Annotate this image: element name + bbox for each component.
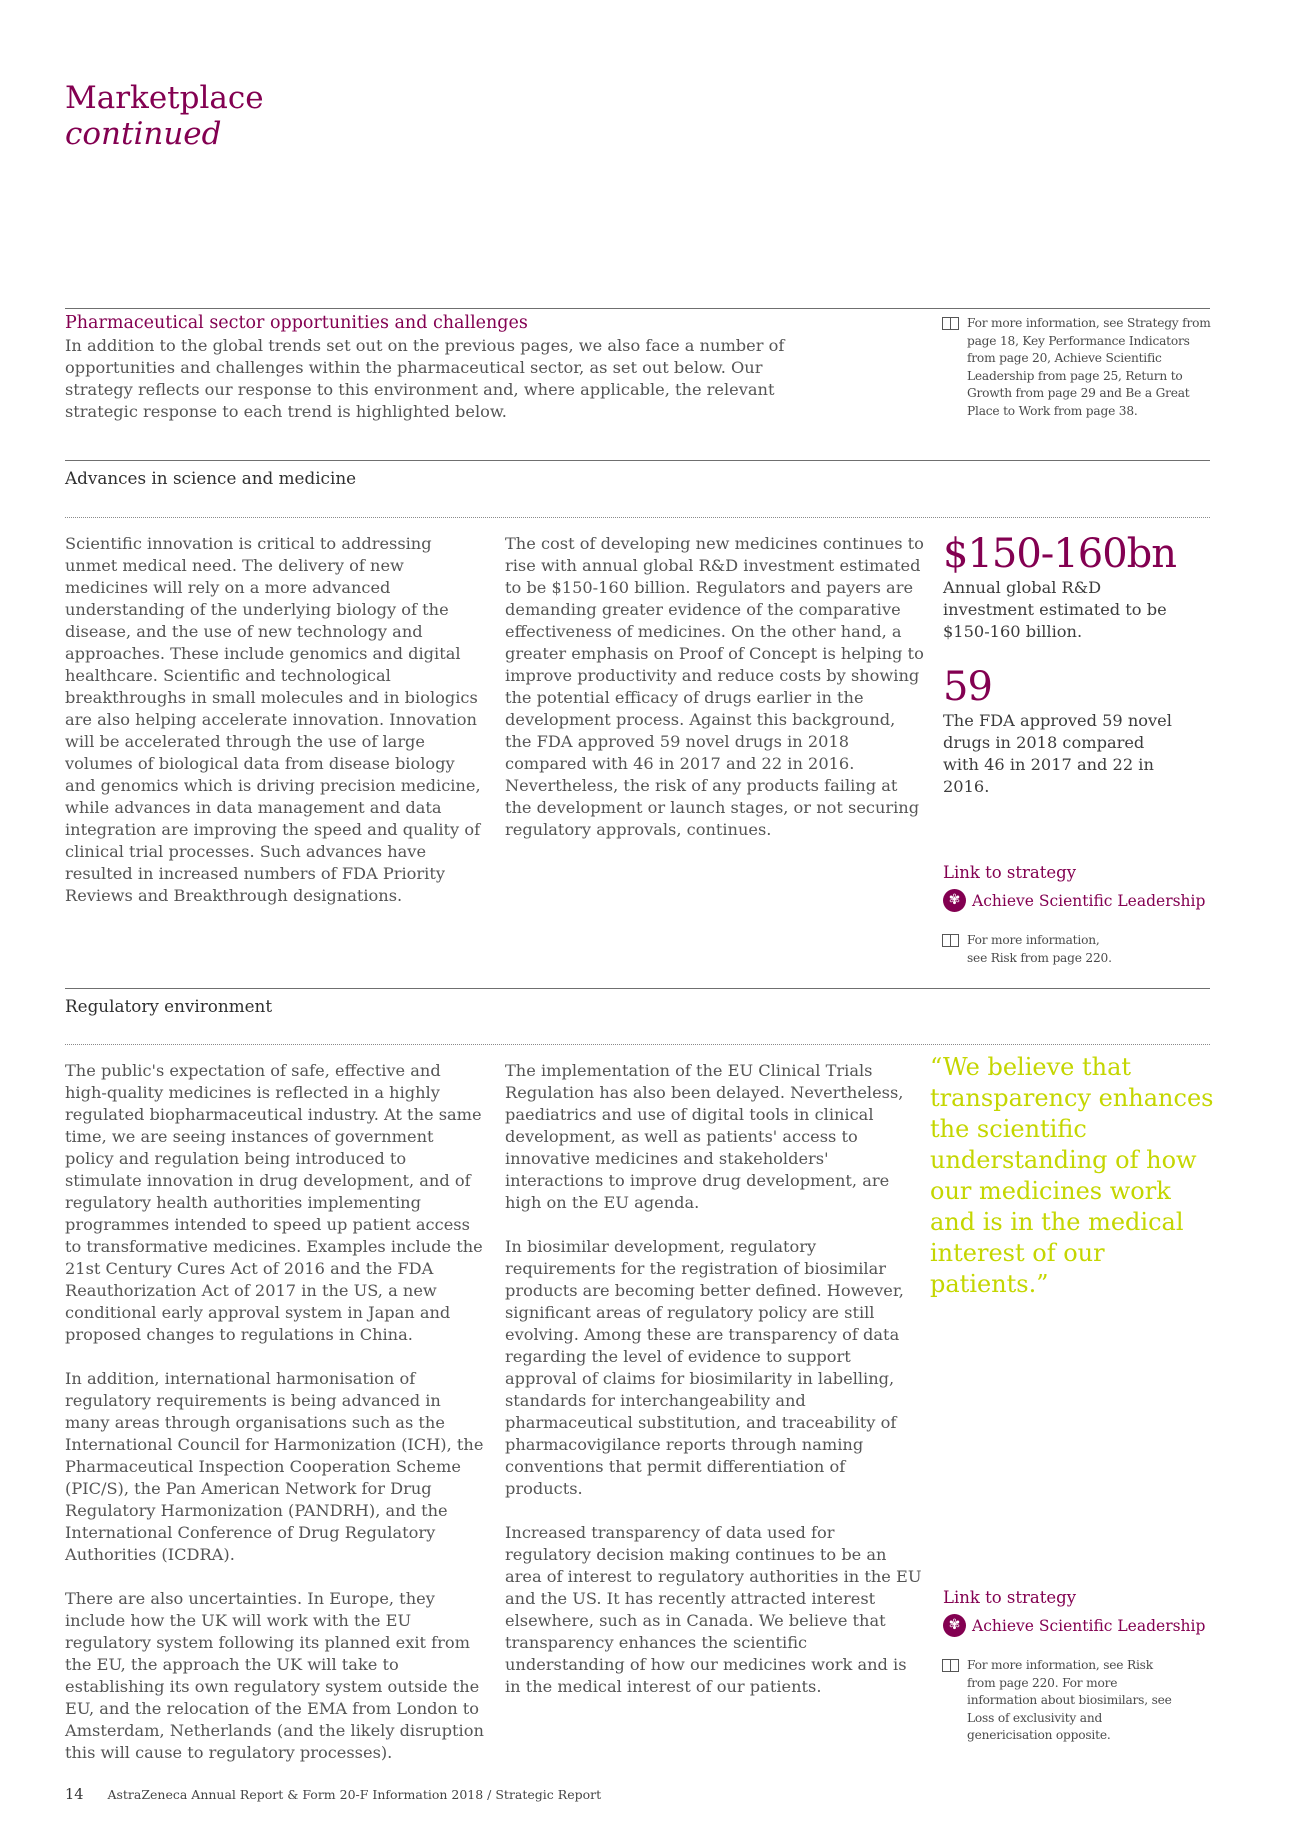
- page-title: [65, 80, 264, 152]
- book-icon: [942, 934, 959, 947]
- paragraph: Scientific innovation is critical to addressing unmet medical need. The delivery of new medicines will rely on a more advanced understanding of the underlying biology of the disease, and the use of new technology and approaches. These include genomics and digital healthcare. Scientific and technological breakthroughs in small molecules and in biologics are also helping accelerate innovation. Innovation will be accelerated through the use of large volumes of biological data from disease biology and genomics which is driving precision medicine, while advances in data management and data integration are improving the speed and quality of clinical trial processes. Such advances have resulted in increased numbers of FDA Priority Reviews and Breakthrough designations.: [65, 534, 481, 905]
- intro-more-info-note: [942, 315, 1212, 420]
- regulatory-heading: Regulatory environment: [65, 996, 273, 1016]
- paragraph: In addition, international harmonisation of regulatory requirements is being advanced in many areas through organisations such as the International Council for Harmonization (ICH), the Pharmaceutical Inspection Cooperation Scheme (PIC/S), the Pan American Network for Drug Regulatory Harmonization (PANDRH), and the International Conference of Drug Regulatory Authorities (ICDRA).: [65, 1369, 484, 1564]
- paragraph: In biosimilar development, regulatory requirements for the registration of biosimilar products are becoming better defined. However, significant areas of regulatory policy are still evolving. Among these are transparency of data regarding the level of evidence to support approval of claims for biosimilarity in labelling, standards for interchangeability and pharmaceutical substitution, and traceability of pharmacovigilance reports through naming conventions that permit differentiation of products.: [505, 1237, 904, 1498]
- flower-icon: ✾: [943, 889, 966, 912]
- paragraph: The implementation of the EU Clinical Trials Regulation has also been delayed. Nevertheless, paediatrics and use of digital tools in clinical development, as well as patients' access to innovative medicines and stakeholders' interactions to improve drug development, are high on the EU agenda.: [505, 1061, 904, 1212]
- dotted-divider: [65, 517, 1210, 518]
- stat-fda-approvals-value: 59: [943, 664, 992, 710]
- pull-quote: “We believe that transparency enhances the scientific understanding of how our medicines work and is in the medical interest of our patients.”: [930, 1053, 1214, 1298]
- science-column-2: [505, 533, 925, 841]
- paragraph: The public's expectation of safe, effective and high-quality medicines is reflected in a highly regulated biopharmaceutical industry. At the same time, we are seeing instances of government policy and regulation being introduced to stimulate innovation in drug development, and of regulatory health authorities implementing programmes intended to speed up patient access to transformative medicines. Examples include the 21st Century Cures Act of 2016 and the FDA Reauthorization Act of 2017 in the US, a new conditional early approval system in Japan and proposed changes to regulations in China.: [65, 1061, 483, 1344]
- regulatory-more-info-text: For more information, see Risk from page 220. For more information about biosimilars, see Loss of exclusivity and genericisation opposite.: [967, 1658, 1172, 1742]
- regulatory-column-2: [505, 1060, 925, 1698]
- book-icon: [942, 1659, 959, 1672]
- strategy-link-label: Achieve Scientific Leadership: [972, 1616, 1206, 1635]
- intro-more-info-text: For more information, see Strategy from page 18, Key Performance Indicators from page 20, Achieve Scientific Leadership from page 25, Return to Growth from page 29 and Be a Great Place to Work from page 38.: [967, 316, 1211, 418]
- science-heading: Advances in science and medicine: [65, 468, 357, 488]
- paragraph: The cost of developing new medicines continues to rise with annual global R&D investment estimated to be $150-160 billion. Regulators and payers are demanding greater evidence of the comparative effectiveness of medicines. On the other hand, a greater emphasis on Proof of Concept is helping to improve productivity and reduce costs by showing the potential efficacy of drugs earlier in the development process. Against this background, the FDA approved 59 novel drugs in 2018 compared with 46 in 2017 and 22 in 2016. Nevertheless, the risk of any products failing at the development or launch stages, or not securing regulatory approvals, continues.: [505, 534, 924, 839]
- strategy-link-scientific-leadership[interactable]: [943, 889, 1205, 912]
- stat-fda-approvals-desc: The FDA approved 59 novel drugs in 2018 compared with 46 in 2017 and 22 in 2016.: [943, 711, 1172, 796]
- footer-text: AstraZeneca Annual Report & Form 20-F Information 2018 / Strategic Report: [107, 1787, 602, 1802]
- link-to-strategy-label: Link to strategy: [943, 1588, 1077, 1607]
- page-title-main: Marketplace: [65, 80, 264, 116]
- page-number: 14: [65, 1787, 84, 1803]
- intro-heading: Pharmaceutical sector opportunities and challenges: [65, 313, 528, 333]
- stat-rd-investment-desc: Annual global R&D investment estimated to be $150-160 billion.: [943, 578, 1167, 641]
- science-more-info-note: [942, 932, 1212, 967]
- section-divider: [65, 460, 1210, 461]
- page-title-subtitle: continued: [65, 116, 222, 152]
- science-column-1: [65, 533, 485, 907]
- link-to-strategy-label: Link to strategy: [943, 863, 1077, 882]
- flower-icon: ✾: [943, 1614, 966, 1637]
- section-divider: [65, 988, 1210, 989]
- book-icon: [942, 317, 959, 330]
- dotted-divider: [65, 1044, 1210, 1045]
- intro-body: In addition to the global trends set out on the previous pages, we also face a number of opportunities and challenges within the pharmaceutical sector, as set out below. Our strategy reflects our response to this environment and, where applicable, the relevant strategic response to each trend is highlighted below.: [65, 336, 785, 421]
- page-footer: [65, 1787, 601, 1803]
- regulatory-more-info-note: [942, 1657, 1202, 1745]
- strategy-link-label: Achieve Scientific Leadership: [972, 891, 1206, 910]
- section-divider: [65, 308, 1210, 309]
- regulatory-column-1: [65, 1060, 485, 1764]
- stat-rd-investment-value: $150-160bn: [943, 531, 1177, 577]
- strategy-link-scientific-leadership[interactable]: [943, 1614, 1205, 1637]
- paragraph: Increased transparency of data used for regulatory decision making continues to be an area of interest to regulatory authorities in the EU and the US. It has recently attracted interest elsewhere, such as in Canada. We believe that transparency enhances the scientific understanding of how our medicines work and is in the medical interest of our patients.: [505, 1523, 922, 1696]
- paragraph: There are also uncertainties. In Europe, they include how the UK will work with the EU regulatory system following its planned exit from the EU, the approach the UK will take to establishing its own regulatory system outside the EU, and the relocation of the EMA from London to Amsterdam, Netherlands (and the likely disruption this will cause to regulatory processes).: [65, 1589, 484, 1762]
- science-more-info-text: For more information, see Risk from page 220.: [967, 933, 1112, 965]
